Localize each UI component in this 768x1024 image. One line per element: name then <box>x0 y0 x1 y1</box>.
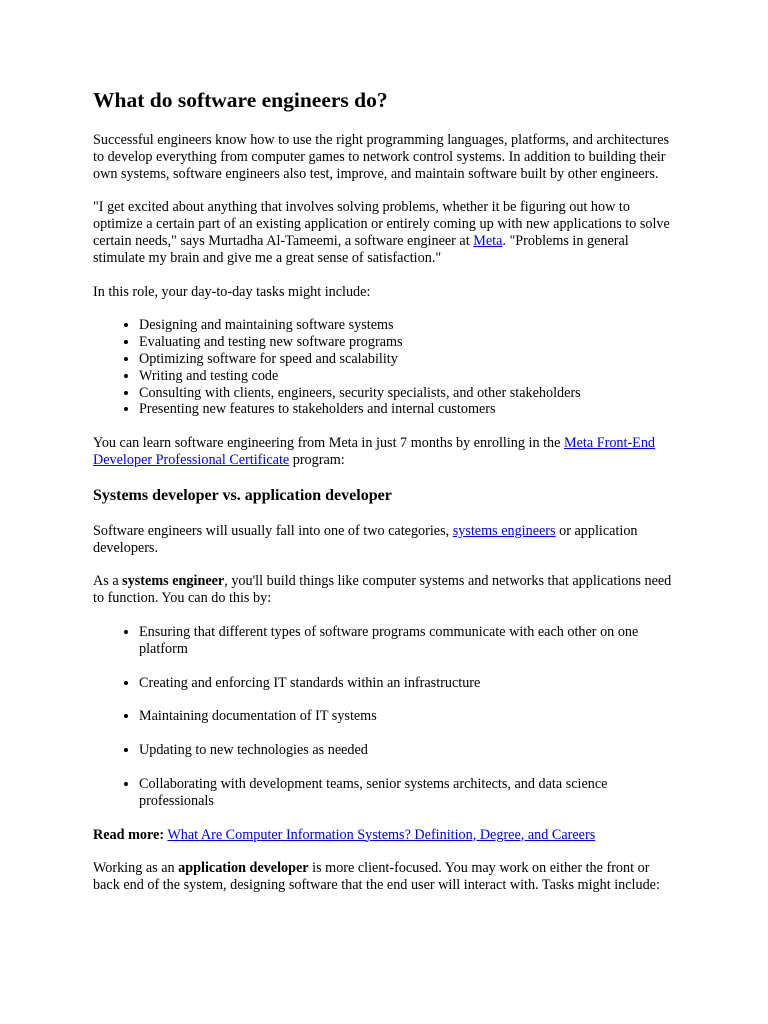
document-body <box>93 86 678 911</box>
list-item: • Writing and testing code <box>139 368 678 385</box>
systems-tasks-list <box>93 624 678 810</box>
read-more-paragraph <box>93 827 678 844</box>
tasks-intro: In this role, your day-to-day tasks might include: <box>93 283 371 300</box>
systems-paragraph <box>93 573 678 607</box>
application-developer-term: application developer <box>178 860 309 877</box>
app-dev-text: Working as an <box>93 860 179 877</box>
learn-paragraph <box>93 435 678 469</box>
list-item: • Presenting new features to stakeholders and internal customers <box>139 401 678 418</box>
quote-text-end: . "Problems in general stimulate my brain and give me a great sense of satisfaction." <box>93 232 629 266</box>
quote-text: "I get excited about anything that involves solving problems, whether it be figuring out how to optimize a certain part of an existing application or entirely coming up with new applications to solve certain needs," says Murtadha Al-Tameemi, a software engineer at <box>93 199 670 249</box>
categories-paragraph <box>93 523 678 557</box>
meta-link[interactable]: Meta <box>473 232 503 249</box>
categories-text: Software engineers will usually fall into one of two categories, <box>93 522 453 539</box>
systems-text-end: , you'll build things like computer systems and networks that applications need to function. You can do this by: <box>93 573 672 607</box>
meta-certificate-link[interactable]: Meta Front-End Developer Professional Certificate <box>93 435 656 468</box>
learn-text: You can learn software engineering from Meta in just 7 months by enrolling in the <box>93 435 564 452</box>
list-item: • Optimizing software for speed and scalability <box>139 351 678 368</box>
page-title: What do software engineers do? <box>93 88 388 112</box>
list-item: • Maintaining documentation of IT systems <box>139 708 678 725</box>
intro-paragraph: Successful engineers know how to use the right programming languages, platforms, and architectures to develop everything from computer games to network control systems. In addition to building their own systems, software engineers also test, improve, and maintain software built by other engineers. <box>93 132 670 182</box>
systems-text: As a <box>93 573 123 590</box>
categories-text-end: or application developers. <box>93 522 638 556</box>
list-item: • Updating to new technologies as needed <box>139 742 678 759</box>
list-item: • Consulting with clients, engineers, security specialists, and other stakeholders <box>139 385 678 402</box>
read-more-label: Read more: <box>93 826 165 843</box>
list-item: • Designing and maintaining software systems <box>139 317 678 334</box>
quote-paragraph <box>93 199 678 266</box>
tasks-list <box>93 317 678 418</box>
app-dev-text-end: is more client-focused. You may work on either the front or back end of the system, designing software that the end user will interact with. Tasks might include: <box>93 860 660 894</box>
read-more-link[interactable]: What Are Computer Information Systems? Definition, Degree, and Careers <box>167 826 596 843</box>
systems-engineer-term: systems engineer <box>122 573 225 590</box>
list-item: • Evaluating and testing new software programs <box>139 334 678 351</box>
section-heading: Systems developer vs. application developer <box>93 486 392 504</box>
list-item: • Creating and enforcing IT standards within an infrastructure <box>139 675 678 692</box>
app-dev-paragraph <box>93 860 678 894</box>
learn-text-end: program: <box>289 451 345 468</box>
systems-engineers-link[interactable]: systems engineers <box>452 522 556 539</box>
list-item: • Ensuring that different types of software programs communicate with each other on one platform <box>139 624 678 658</box>
list-item: • Collaborating with development teams, senior systems architects, and data science professionals <box>139 776 678 810</box>
